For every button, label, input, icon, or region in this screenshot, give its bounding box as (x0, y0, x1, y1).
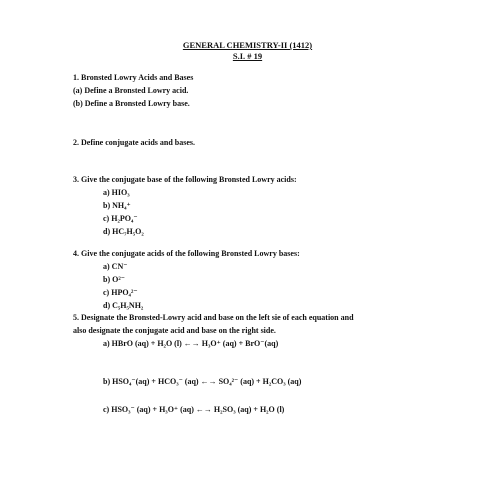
question-3-heading: 3. Give the conjugate base of the following Bronsted Lowry acids: (73, 175, 297, 184)
question-3d: d) HC₇H₅O₂ (103, 227, 144, 236)
question-1-heading: 1. Bronsted Lowry Acids and Bases (73, 73, 194, 82)
page-title: GENERAL CHEMISTRY-II (1412) (182, 40, 313, 50)
question-4d: d) C₅H₅NH₂ (103, 301, 144, 310)
question-3b: b) NH₄⁺ (103, 201, 131, 210)
question-5c-equation: c) HSO₃⁻ (aq) + H₃O⁺ (aq) ←→ H₂SO₃ (aq) + H₂O (l) (103, 405, 285, 414)
question-1b: (b) Define a Bronsted Lowry base. (73, 99, 190, 108)
question-1a: (a) Define a Bronsted Lowry acid. (73, 86, 189, 95)
question-4b: b) O²⁻ (103, 275, 125, 284)
page-subtitle: S.I. # 19 (232, 51, 263, 61)
question-2-heading: 2. Define conjugate acids and bases. (73, 138, 196, 147)
question-4-heading: 4. Give the conjugate acids of the following Bronsted Lowry bases: (73, 249, 300, 258)
question-5-heading-line-2: also designate the conjugate acid and base on the right side. (73, 326, 276, 335)
question-4a: a) CN⁻ (103, 262, 128, 271)
question-5a-equation: a) HBrO (aq) + H₂O (l) ←→ H₃O⁺ (aq) + BrO⁻(aq) (103, 339, 279, 348)
question-5b-equation: b) HSO₄⁻(aq) + HCO₃⁻ (aq) ←→ SO₄²⁻ (aq) + H₂CO₃ (aq) (103, 377, 302, 386)
question-5-heading-line-1: 5. Designate the Bronsted-Lowry acid and base on the left sie of each equation and (73, 313, 354, 322)
question-3a: a) HIO₃ (103, 188, 130, 197)
question-4c: c) HPO₄²⁻ (103, 288, 138, 297)
question-3c: c) H₂PO₄⁻ (103, 214, 138, 223)
